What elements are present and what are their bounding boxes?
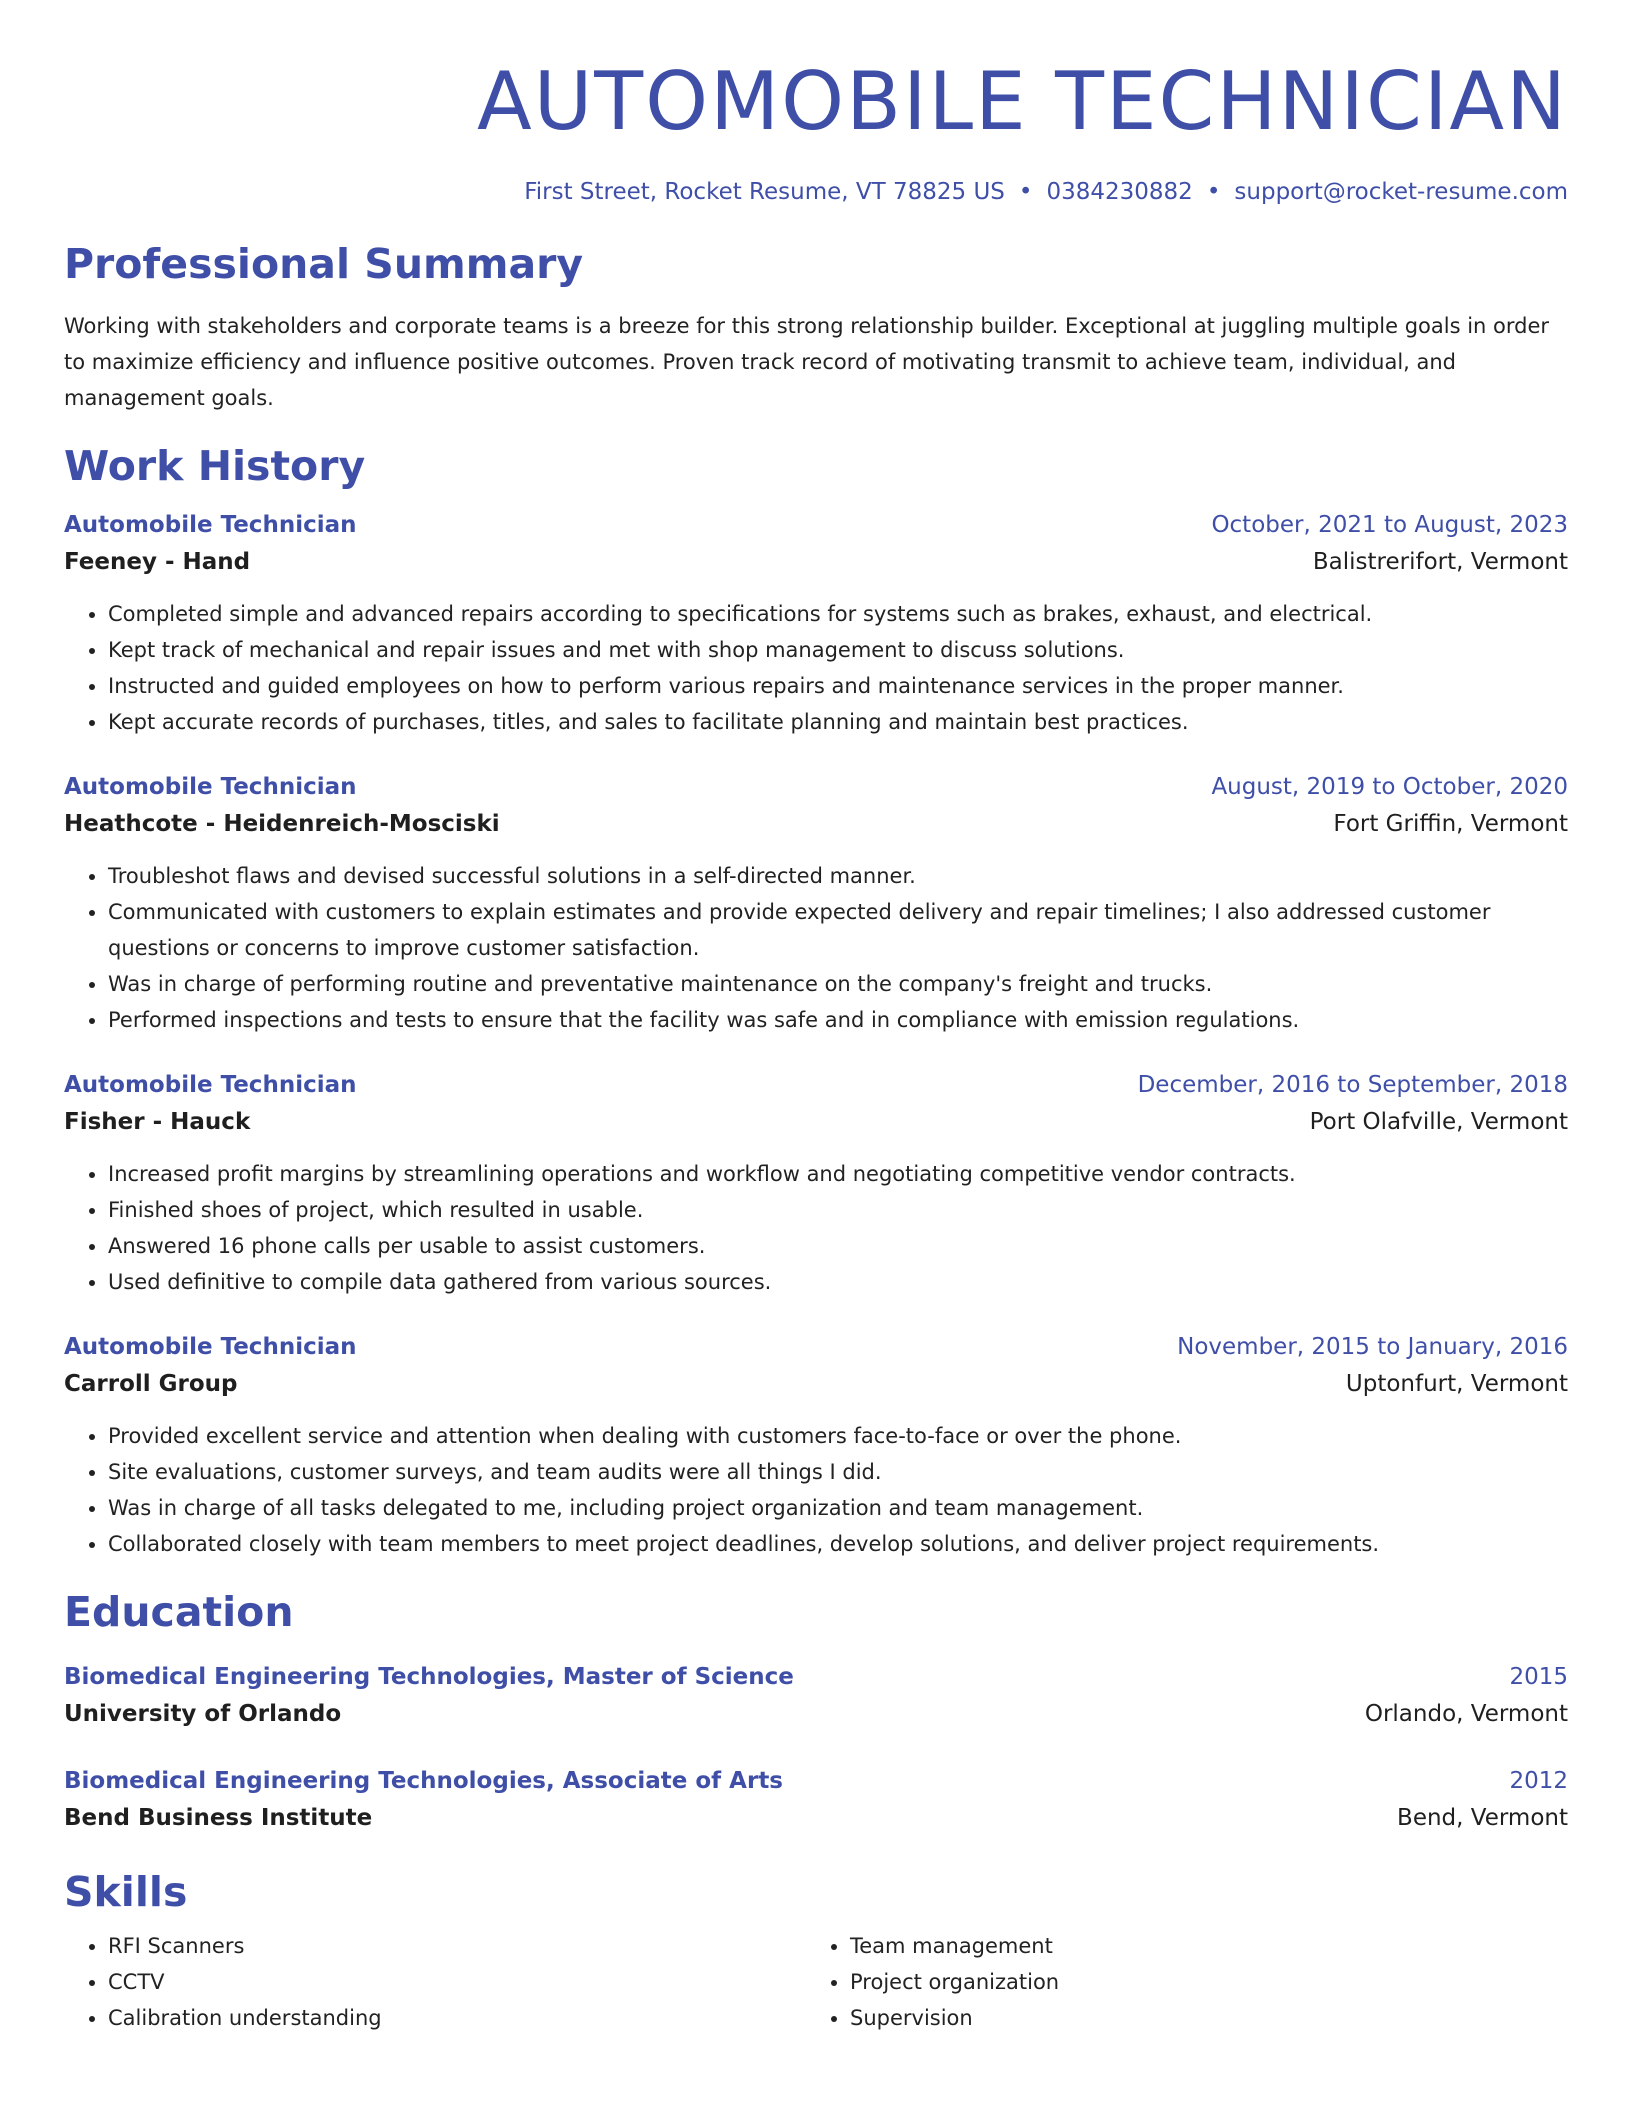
skill-item: • CCTV bbox=[108, 1964, 806, 2000]
education-school: Bend Business Institute bbox=[64, 1805, 373, 1831]
education-list bbox=[64, 1660, 1568, 1838]
work-history-list bbox=[64, 508, 1568, 1562]
education-degree: Biomedical Engineering Technologies, Master of Science bbox=[64, 1664, 794, 1690]
education-header-row bbox=[64, 1660, 1568, 1694]
education-location: Bend, Vermont bbox=[1397, 1805, 1568, 1831]
skills-grid bbox=[64, 1928, 1568, 2036]
skills-column-left bbox=[64, 1928, 806, 2036]
job-bullet: • Communicated with customers to explain estimates and provide expected delivery and repair timelines; I also addressed customer questions or concerns to improve customer satisfaction. bbox=[108, 894, 1568, 966]
job-role: Automobile Technician bbox=[64, 1334, 357, 1360]
contact-line bbox=[64, 176, 1568, 208]
job-bullet: • Finished shoes of project, which resulted in usable. bbox=[108, 1192, 1568, 1228]
job-company: Fisher - Hauck bbox=[64, 1109, 251, 1135]
job-entry bbox=[64, 508, 1568, 740]
job-dates: August, 2019 to October, 2020 bbox=[1211, 774, 1568, 800]
skill-item: • Supervision bbox=[850, 2000, 1548, 2036]
job-entry bbox=[64, 770, 1568, 1038]
education-year: 2015 bbox=[1509, 1664, 1568, 1690]
job-bullet: • Kept accurate records of purchases, titles, and sales to facilitate planning and maintain best practices. bbox=[108, 704, 1568, 740]
summary-text: Working with stakeholders and corporate teams is a breeze for this strong relationship builder. Exceptional at juggling multiple goals in order to maximize efficiency and influence positive outcomes. Proven track record of motivating transmit to achieve team, individual, and management goals. bbox=[64, 314, 1550, 410]
job-header-row bbox=[64, 508, 1568, 542]
job-location: Uptonfurt, Vermont bbox=[1345, 1371, 1568, 1397]
job-bullet: • Kept track of mechanical and repair issues and met with shop management to discuss solutions. bbox=[108, 632, 1568, 668]
job-dates: October, 2021 to August, 2023 bbox=[1211, 512, 1568, 538]
job-bullet: • Troubleshot flaws and devised successful solutions in a self-directed manner. bbox=[108, 858, 1568, 894]
job-company-row bbox=[64, 1364, 1568, 1404]
contact-separator: • bbox=[1018, 179, 1033, 205]
contact-phone[interactable]: 0384230882 bbox=[1046, 179, 1193, 205]
job-company-row bbox=[64, 542, 1568, 582]
education-degree: Biomedical Engineering Technologies, Associate of Arts bbox=[64, 1768, 783, 1794]
contact-address: First Street, Rocket Resume, VT 78825 US bbox=[524, 179, 1005, 205]
education-header-row bbox=[64, 1764, 1568, 1798]
job-dates: November, 2015 to January, 2016 bbox=[1177, 1334, 1568, 1360]
job-company: Heathcote - Heidenreich-Mosciski bbox=[64, 811, 500, 837]
section-title-skills: Skills bbox=[64, 1868, 188, 1916]
education-year: 2012 bbox=[1509, 1768, 1568, 1794]
education-entry bbox=[64, 1764, 1568, 1838]
job-bullet-list bbox=[64, 1156, 1568, 1300]
job-header-row bbox=[64, 770, 1568, 804]
job-location: Port Olafville, Vermont bbox=[1309, 1109, 1568, 1135]
education-school: University of Orlando bbox=[64, 1701, 342, 1727]
job-role: Automobile Technician bbox=[64, 1072, 357, 1098]
job-location: Balistrerifort, Vermont bbox=[1312, 549, 1568, 575]
job-dates: December, 2016 to September, 2018 bbox=[1137, 1072, 1568, 1098]
skill-item: • Project organization bbox=[850, 1964, 1548, 2000]
job-entry bbox=[64, 1330, 1568, 1562]
job-location: Fort Griffin, Vermont bbox=[1333, 811, 1568, 837]
contact-email[interactable]: support@rocket-resume.com bbox=[1234, 179, 1568, 205]
skill-item: • RFI Scanners bbox=[108, 1928, 806, 1964]
job-company-row bbox=[64, 804, 1568, 844]
job-bullet-list bbox=[64, 1418, 1568, 1562]
skills-column-right bbox=[806, 1928, 1548, 2036]
resume-name: AUTOMOBILE TECHNICIAN bbox=[476, 55, 1568, 148]
job-bullet: • Collaborated closely with team members to meet project deadlines, develop solutions, and deliver project requirements. bbox=[108, 1526, 1568, 1562]
job-company: Feeney - Hand bbox=[64, 549, 251, 575]
education-location: Orlando, Vermont bbox=[1364, 1701, 1568, 1727]
job-header-row bbox=[64, 1068, 1568, 1102]
job-bullet: • Was in charge of performing routine and preventative maintenance on the company's freight and trucks. bbox=[108, 966, 1568, 1002]
job-bullet: • Performed inspections and tests to ensure that the facility was safe and in compliance with emission regulations. bbox=[108, 1002, 1568, 1038]
job-bullet: • Instructed and guided employees on how to perform various repairs and maintenance services in the proper manner. bbox=[108, 668, 1568, 704]
job-bullet: • Was in charge of all tasks delegated to me, including project organization and team management. bbox=[108, 1490, 1568, 1526]
education-school-row bbox=[64, 1798, 1568, 1838]
job-bullet: • Completed simple and advanced repairs according to specifications for systems such as brakes, exhaust, and electrical. bbox=[108, 596, 1568, 632]
job-header-row bbox=[64, 1330, 1568, 1364]
section-title-education: Education bbox=[64, 1588, 294, 1636]
job-role: Automobile Technician bbox=[64, 512, 357, 538]
job-role: Automobile Technician bbox=[64, 774, 357, 800]
job-bullet-list bbox=[64, 858, 1568, 1038]
skill-item: • Team management bbox=[850, 1928, 1548, 1964]
job-bullet-list bbox=[64, 596, 1568, 740]
section-title-work-history: Work History bbox=[64, 442, 366, 490]
job-bullet: • Used definitive to compile data gathered from various sources. bbox=[108, 1264, 1568, 1300]
education-school-row bbox=[64, 1694, 1568, 1734]
job-bullet: • Site evaluations, customer surveys, and team audits were all things I did. bbox=[108, 1454, 1568, 1490]
job-entry bbox=[64, 1068, 1568, 1300]
section-title-summary: Professional Summary bbox=[64, 240, 584, 288]
education-entry bbox=[64, 1660, 1568, 1734]
job-company-row bbox=[64, 1102, 1568, 1142]
skill-item: • Calibration understanding bbox=[108, 2000, 806, 2036]
resume-header bbox=[64, 52, 1568, 208]
job-company: Carroll Group bbox=[64, 1371, 238, 1397]
job-bullet: • Increased profit margins by streamlining operations and workflow and negotiating competitive vendor contracts. bbox=[108, 1156, 1568, 1192]
contact-separator: • bbox=[1206, 179, 1221, 205]
job-bullet: • Answered 16 phone calls per usable to assist customers. bbox=[108, 1228, 1568, 1264]
job-bullet: • Provided excellent service and attention when dealing with customers face-to-face or over the phone. bbox=[108, 1418, 1568, 1454]
